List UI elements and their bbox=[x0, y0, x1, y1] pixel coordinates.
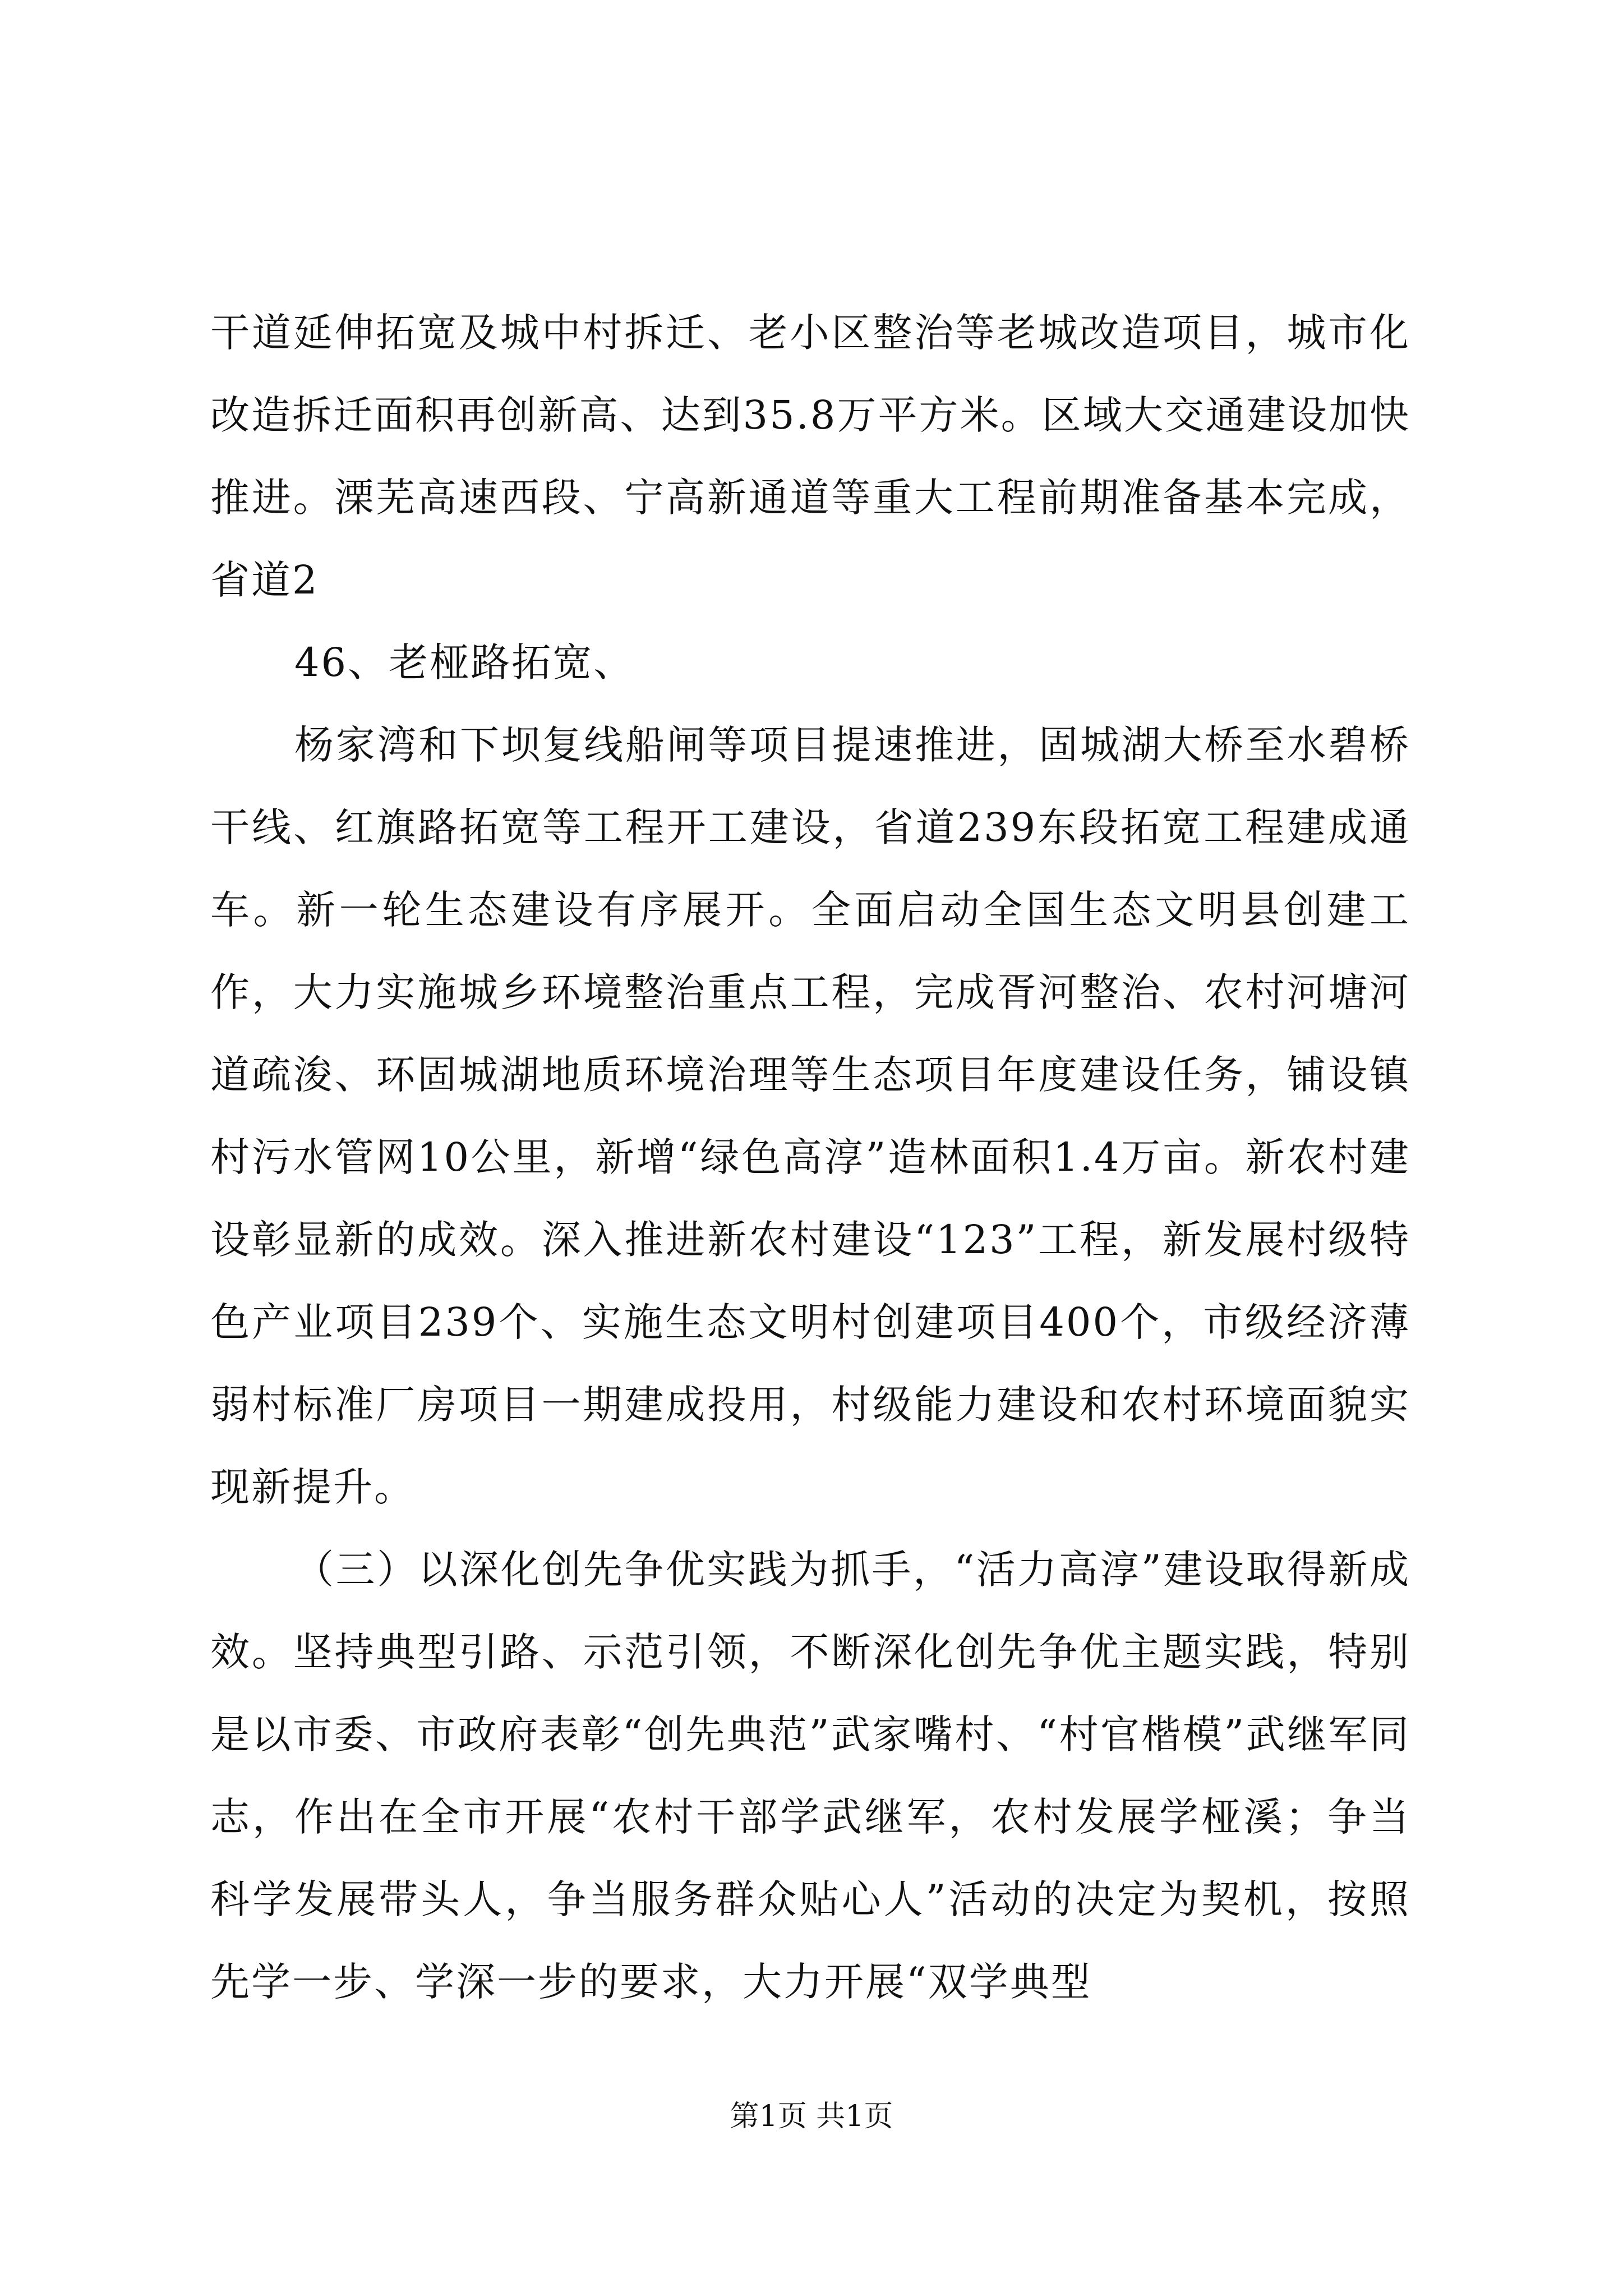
paragraph-3: 杨家湾和下坝复线船闸等项目提速推进，固城湖大桥至水碧桥干线、红旗路拓宽等工程开工建设，省道239东段拓宽工程建成通车。新一轮生态建设有序展开。全面启动全国生态文明县创建工作，大力实施城乡环境整治重点工程，完成胥河整治、农村河塘河道疏浚、环固城湖地质环境治理等生态项目年度建设任务，铺设镇村污水管网10公里，新增“绿色高淳”造林面积1.4万亩。新农村建设彰显新的成效。深入推进新农村建设“123”工程，新发展村级特色产业项目239个、实施生态文明村创建项目400个，市级经济薄弱村标准厂房项目一期建成投用，村级能力建设和农村环境面貌实现新提升。 bbox=[210, 722, 1410, 1510]
page-footer: 第1页 共1页 bbox=[730, 2100, 893, 2133]
paragraph-2: 46、老桠路拓宽、 bbox=[294, 639, 635, 685]
paragraph-4: （三）以深化创先争优实践为抓手，“活力高淳”建设取得新成效。坚持典型引路、示范引领，不断深化创先争优主题实践，特别是以市委、市政府表彰“创先典范”武家嘴村、“村官楷模”武继军同志，作出在全市开展“农村干部学武继军，农村发展学桠溪；争当科学发展带头人，争当服务群众贴心人”活动的决定为契机，按照先学一步、学深一步的要求，大力开展“双学典型 bbox=[210, 1547, 1410, 2005]
paragraph-1: 干道延伸拓宽及城中村拆迁、老小区整治等老城改造项目，城市化改造拆迁面积再创新高、达到35.8万平方米。区域大交通建设加快推进。溧芜高速西段、宁高新通道等重大工程前期准备基本完成，省道2 bbox=[210, 310, 1410, 603]
document-body bbox=[210, 292, 1410, 2023]
